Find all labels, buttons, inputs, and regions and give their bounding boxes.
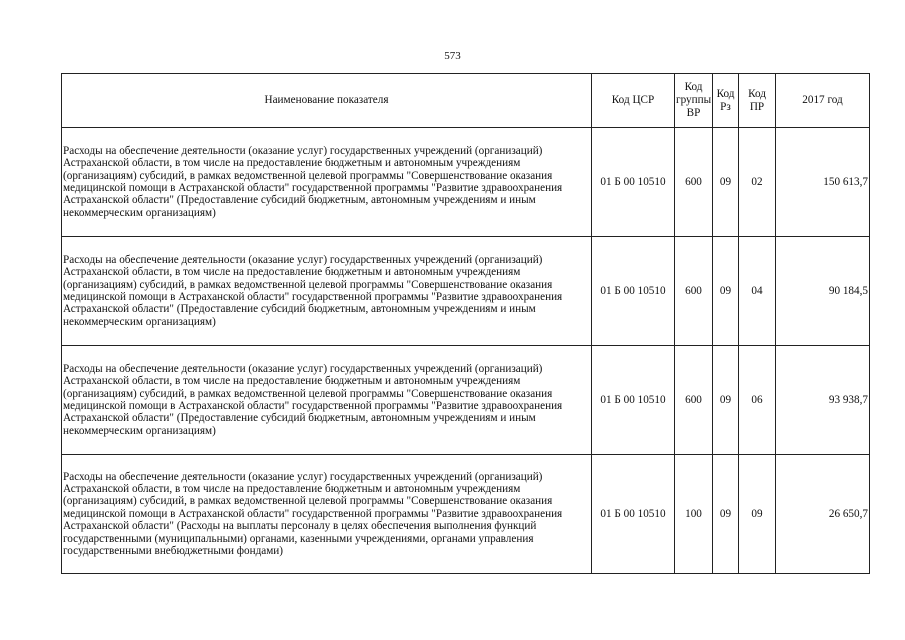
page-number: 573 bbox=[444, 50, 461, 62]
header-pr: Код ПР bbox=[739, 74, 776, 128]
table-row bbox=[62, 128, 870, 237]
budget-table bbox=[61, 73, 870, 574]
row-amount: 93 938,7 bbox=[776, 346, 870, 455]
table-row bbox=[62, 455, 870, 574]
header-year: 2017 год bbox=[776, 74, 870, 128]
row-description: Расходы на обеспечение деятельности (оказание услуг) государственных учреждений (организаций) Астраханской области, в том числе на предоставление бюджетным и автономным учреждениям (организациям) субсидий, в рамках ведомственной целевой программы "Совершенствование оказания медицинской помощи в Астраханской области" государственной программы "Развитие здравоохранения Астраханской области" (Предоставление субсидий бюджетным, автономным учреждениям и иным некоммерческим организациям) bbox=[62, 346, 592, 455]
header-rz: Код Рз bbox=[713, 74, 739, 128]
row-rz-code: 09 bbox=[713, 128, 739, 237]
row-rz-code: 09 bbox=[713, 237, 739, 346]
row-amount: 90 184,5 bbox=[776, 237, 870, 346]
row-description: Расходы на обеспечение деятельности (оказание услуг) государственных учреждений (организаций) Астраханской области, в том числе на предоставление бюджетным и автономным учреждениям (организациям) субсидий, в рамках ведомственной целевой программы "Совершенствование оказания медицинской помощи в Астраханской области" государственной программы "Развитие здравоохранения Астраханской области" (Предоставление субсидий бюджетным, автономным учреждениям и иным некоммерческим организациям) bbox=[62, 237, 592, 346]
table-header-row bbox=[62, 74, 870, 128]
table-row bbox=[62, 237, 870, 346]
row-pr-code: 02 bbox=[739, 128, 776, 237]
row-csr-code: 01 Б 00 10510 bbox=[592, 455, 675, 574]
row-vr-code: 600 bbox=[675, 237, 713, 346]
row-pr-code: 06 bbox=[739, 346, 776, 455]
row-pr-code: 09 bbox=[739, 455, 776, 574]
row-vr-code: 600 bbox=[675, 128, 713, 237]
header-vr: Код группы ВР bbox=[675, 74, 713, 128]
row-csr-code: 01 Б 00 10510 bbox=[592, 128, 675, 237]
row-rz-code: 09 bbox=[713, 346, 739, 455]
row-csr-code: 01 Б 00 10510 bbox=[592, 237, 675, 346]
table-row bbox=[62, 346, 870, 455]
row-csr-code: 01 Б 00 10510 bbox=[592, 346, 675, 455]
header-name: Наименование показателя bbox=[62, 74, 592, 128]
header-csr: Код ЦСР bbox=[592, 74, 675, 128]
row-amount: 150 613,7 bbox=[776, 128, 870, 237]
row-amount: 26 650,7 bbox=[776, 455, 870, 574]
row-vr-code: 100 bbox=[675, 455, 713, 574]
row-pr-code: 04 bbox=[739, 237, 776, 346]
row-vr-code: 600 bbox=[675, 346, 713, 455]
row-rz-code: 09 bbox=[713, 455, 739, 574]
row-description: Расходы на обеспечение деятельности (оказание услуг) государственных учреждений (организаций) Астраханской области, в том числе на предоставление бюджетным и автономным учреждениям (организациям) субсидий, в рамках ведомственной целевой программы "Совершенствование оказания медицинской помощи в Астраханской области" государственной программы "Развитие здравоохранения Астраханской области" (Расходы на выплаты персоналу в целях обеспечения выполнения функций государственными (муниципальными) органами, казенными учреждениями, органами управления государственными внебюджетными фондами) bbox=[62, 455, 592, 574]
row-description: Расходы на обеспечение деятельности (оказание услуг) государственных учреждений (организаций) Астраханской области, в том числе на предоставление бюджетным и автономным учреждениям (организациям) субсидий, в рамках ведомственной целевой программы "Совершенствование оказания медицинской помощи в Астраханской области" государственной программы "Развитие здравоохранения Астраханской области" (Предоставление субсидий бюджетным, автономным учреждениям и иным некоммерческим организациям) bbox=[62, 128, 592, 237]
